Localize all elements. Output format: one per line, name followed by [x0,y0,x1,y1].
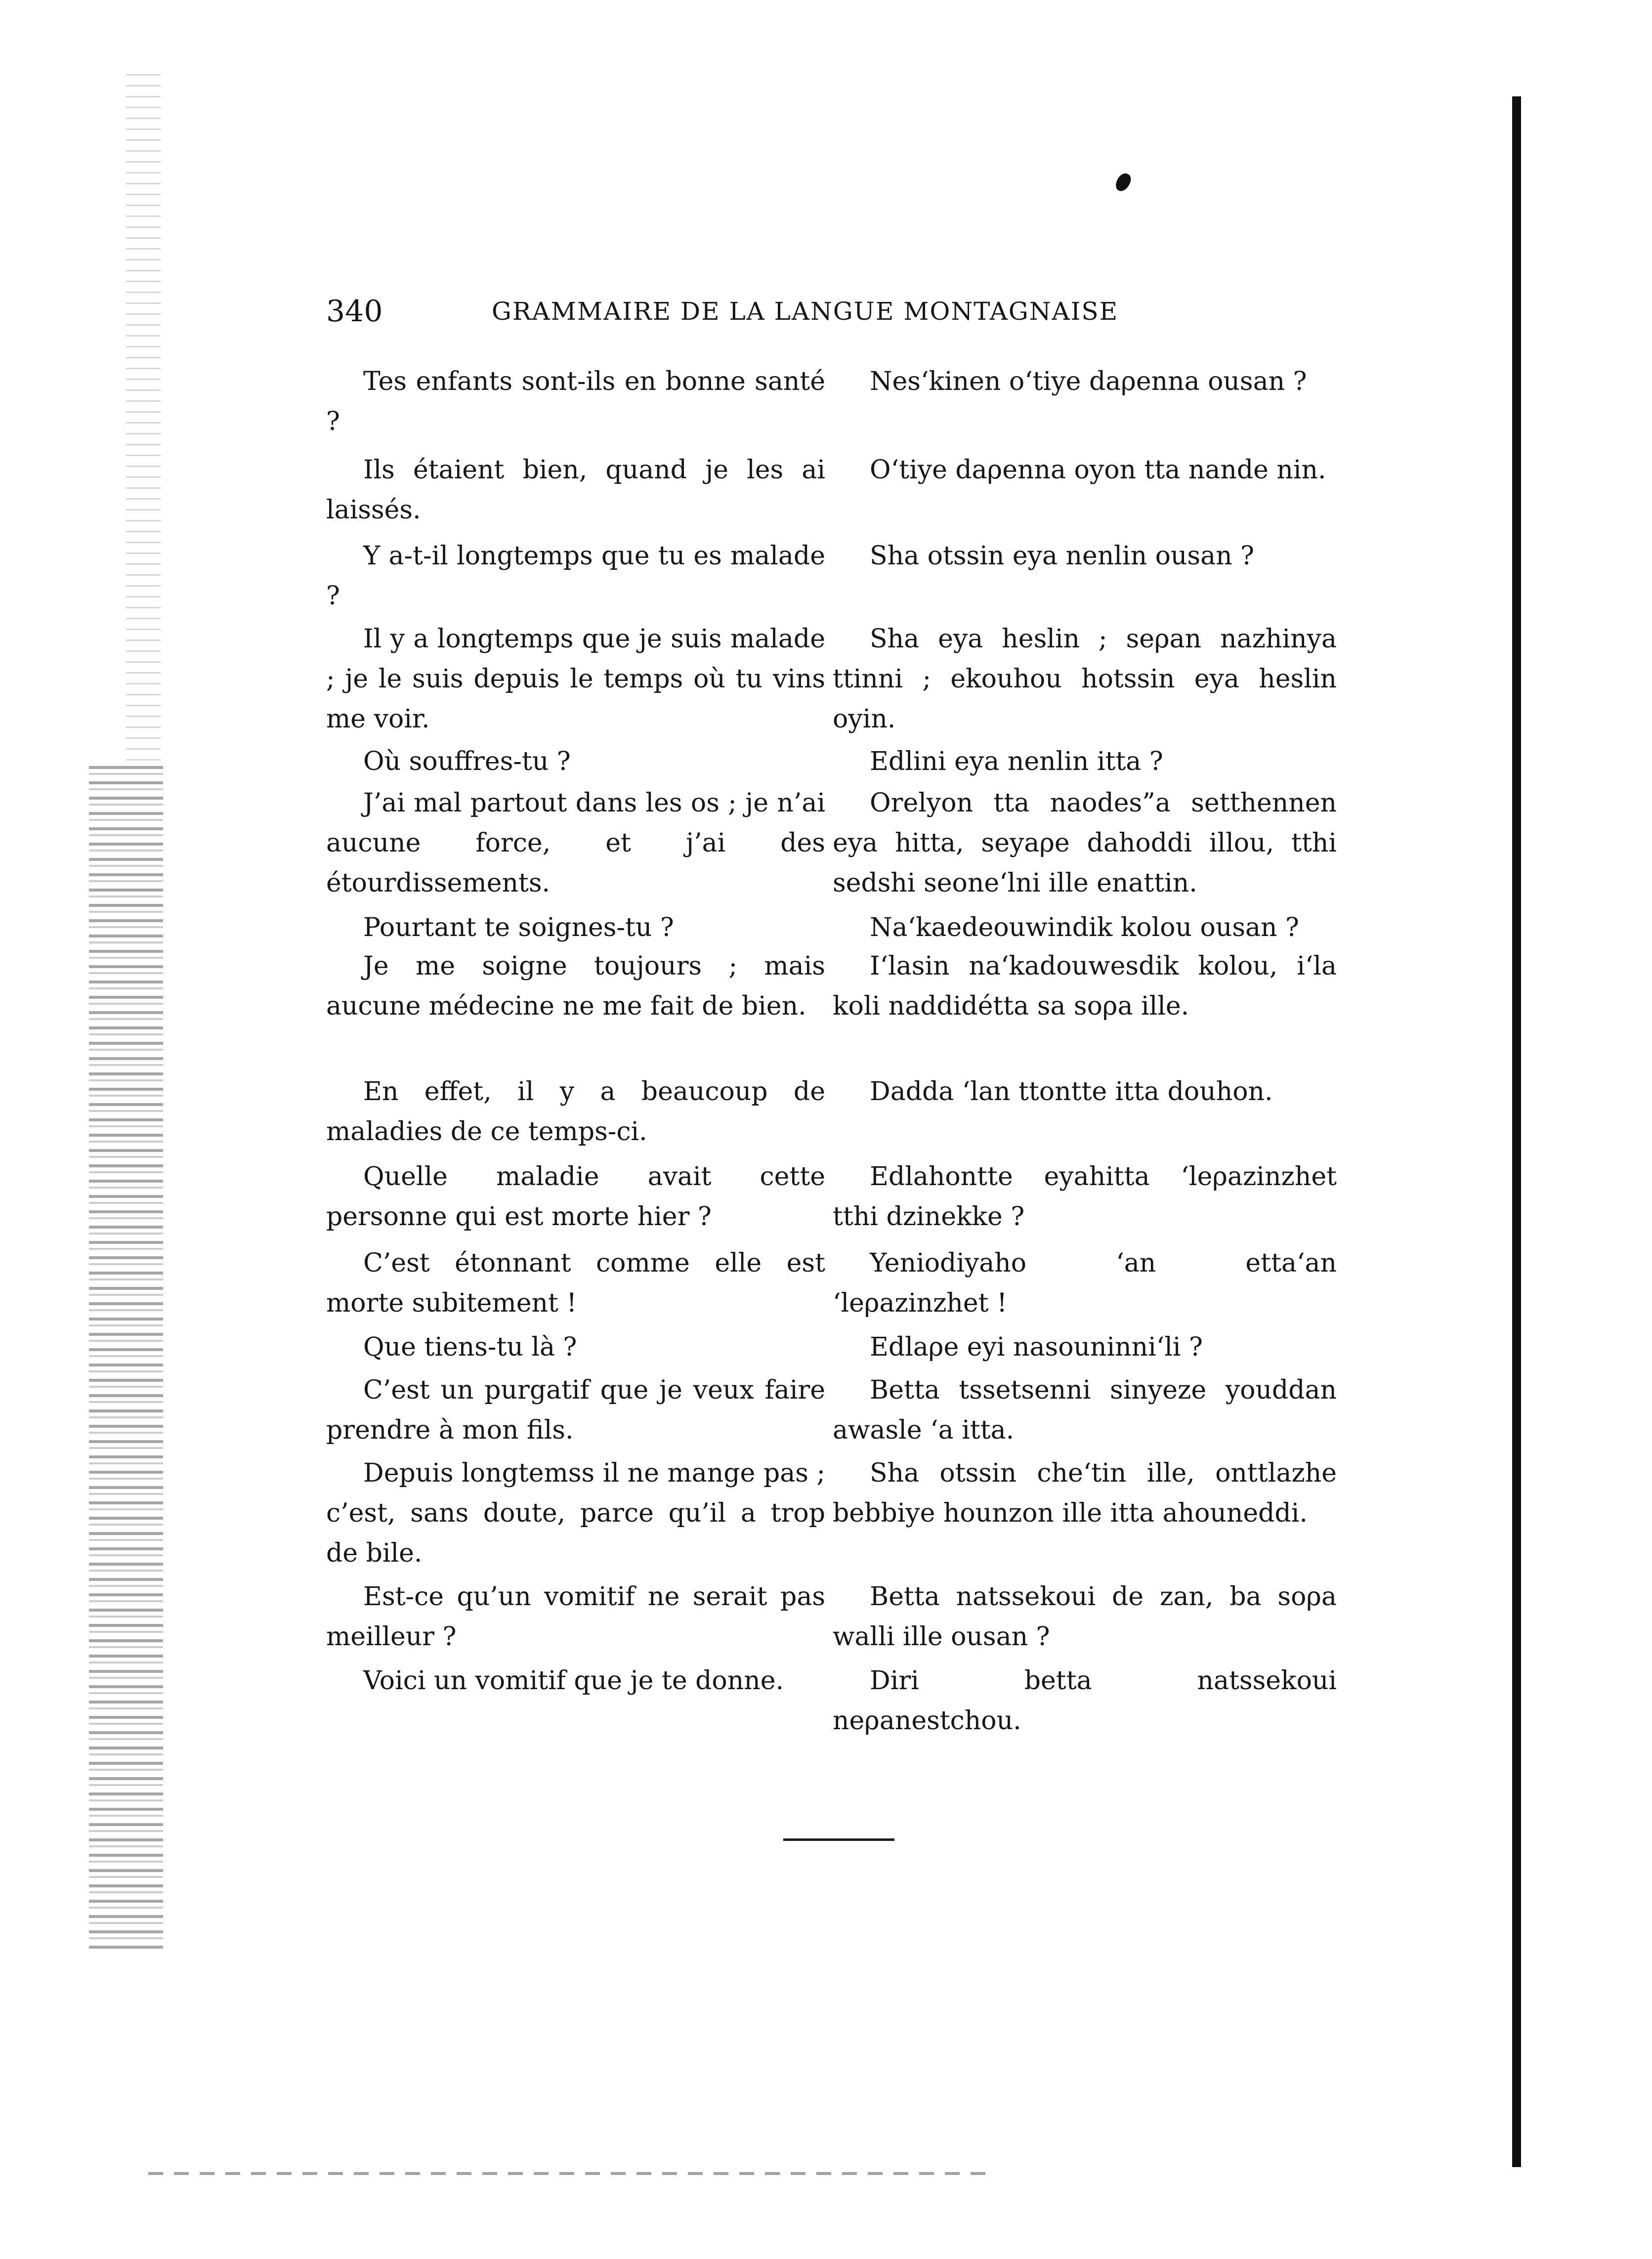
french-sentence: En effet, il y a beaucoup de maladies de ce temps-ci. [326,1077,825,1147]
montagnais-column [833,362,1337,1745]
french-sentence: Voici un vomitif que je te donne. [363,1666,784,1696]
french-sentence: Je me soigne toujours ; mais aucune médecine ne me fait de bien. [326,951,825,1021]
french-sentence: Depuis longtemss il ne mange pas ; c’est, sans doute, parce qu’il a trop de bile. [326,1458,825,1568]
french-sentence: Que tiens-tu là ? [363,1332,577,1362]
french-sentence: Est-ce qu’un vomitif ne serait pas meilleur ? [326,1582,825,1652]
montagnais-sentence: Betta tssetsenni sinyeze youddan awasle ‘a itta. [833,1375,1337,1445]
montagnais-sentence: Sha otssin eya nenlin ousan ? [870,541,1254,571]
montagnais-sentence: Nes‘kinen o‘tiye daρenna ousan ? [870,367,1307,396]
montagnais-sentence: Diri betta natssekoui neρanestchou. [833,1666,1337,1736]
running-title: GRAMMAIRE DE LA LANGUE MONTAGNAISE [492,297,1119,326]
french-sentence: Pourtant te soignes-tu ? [363,913,674,942]
montagnais-sentence: Betta natssekoui de zan, ba soρa walli ille ousan ? [833,1582,1337,1652]
french-sentence: C’est un purgatif que je veux faire prendre à mon fils. [326,1375,825,1445]
montagnais-sentence: Sha eya heslin ; seρan nazhinya ttinni ; ekouhou hotssin eya heslin oyin. [833,624,1337,734]
montagnais-sentence: O‘tiye daρenna oyon tta nande nin. [870,455,1326,485]
french-sentence: Tes enfants sont-ils en bonne santé ? [326,367,825,436]
montagnais-sentence: Dadda ‘lan ttontte itta douhon. [870,1077,1273,1107]
montagnais-sentence: Na‘kaedeouwindik kolou ousan ? [870,913,1299,942]
page-number: 340 [326,294,383,329]
section-end-rule [783,1838,894,1841]
french-column [326,362,825,1745]
binding-edge-upper-scan-artifact [126,74,161,766]
page-edge-shadow [1512,96,1521,2167]
french-sentence: J’ai mal partout dans les os ; je n’ai aucune force, et j’ai des étourdissements. [326,788,825,898]
montagnais-sentence: I‘lasin na‘kadouwesdik kolou, i‘la koli naddidétta sa soρa ille. [833,951,1337,1021]
french-sentence: Où souffres-tu ? [363,747,571,776]
montagnais-sentence: Edlaρe eyi nasouninni‘li ? [870,1332,1203,1362]
french-sentence: Ils étaient bien, quand je les ai laissés. [326,455,825,525]
montagnais-sentence: Sha otssin che‘tin ille, onttlazhe bebbiye hounzon ille itta ahouneddi. [833,1458,1337,1528]
french-sentence: C’est étonnant comme elle est morte subitement ! [326,1248,825,1318]
binding-edge-scan-artifact [89,766,163,1952]
running-head [326,292,1339,331]
french-sentence: Quelle maladie avait cette personne qui est morte hier ? [326,1162,825,1232]
montagnais-sentence: Edlahontte eyahitta ‘leρazinzhet tthi dzinekke ? [833,1162,1337,1232]
montagnais-sentence: Edlini eya nenlin itta ? [870,747,1163,776]
montagnais-sentence: Orelyon tta naodes”a setthennen eya hitta, seyaρe dahoddi illou, tthi sedshi seone‘lni ille enattin. [833,788,1337,898]
ink-blot [1113,171,1133,193]
french-sentence: Y a-t-il longtemps que tu es malade ? [326,541,825,611]
french-sentence: Il y a longtemps que je suis malade ; je le suis depuis le temps où tu vins me voir. [326,624,825,734]
montagnais-sentence: Yeniodiyaho ‘an etta‘an ‘leρazinzhet ! [833,1248,1337,1318]
bottom-scan-artifact [148,2172,988,2175]
